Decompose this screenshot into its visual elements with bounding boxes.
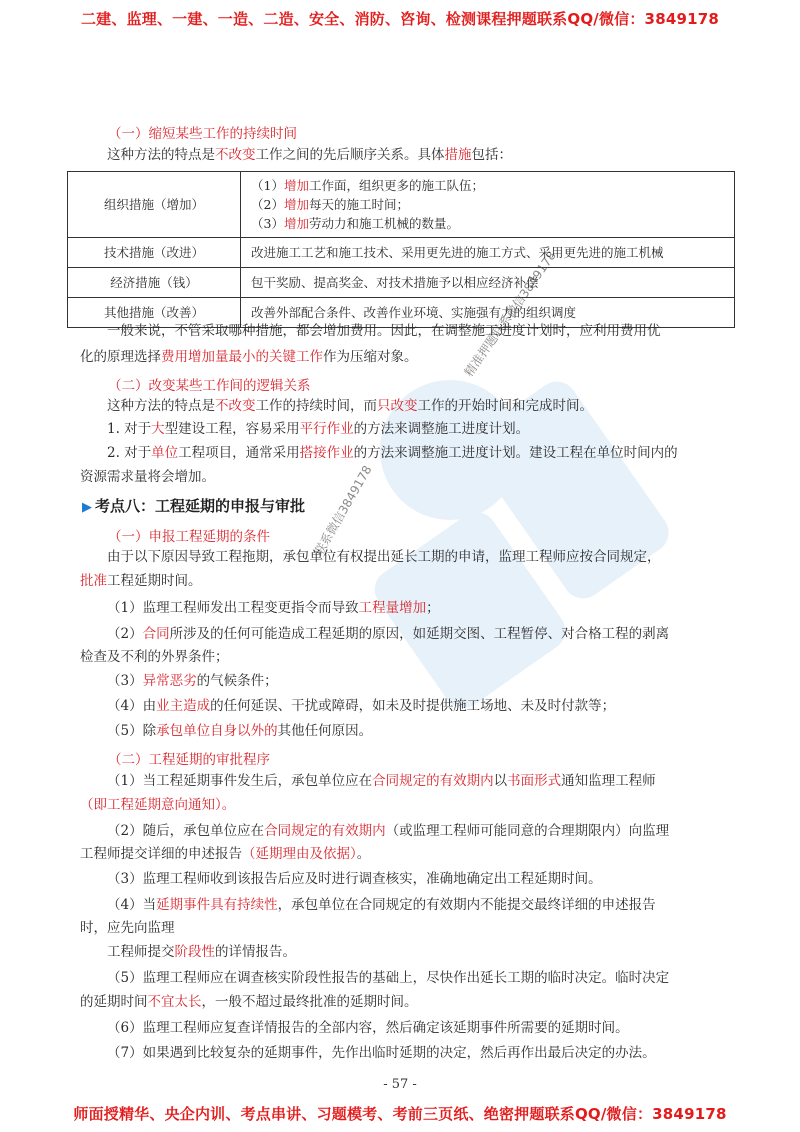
list-item: （4）由业主造成的任何延误、干扰或障碍，如未及时提供施工场地、未及时付款等； (107, 698, 616, 714)
heading-topic-8: ▶ 考点八：工程延期的申报与审批 (82, 497, 306, 515)
list-item: （2）合同所涉及的任何可能造成工程延期的原因，如延期交图、工程暂停、对合格工程的剥离 (107, 626, 670, 642)
list-item: （1）监理工程师发出工程变更指令而导致工程量增加； (107, 600, 440, 616)
list-item: （4）当延期事件具有持续性，承包单位在合同规定的有效期内不能提交最终详细的申述报告 (107, 897, 656, 913)
list-item-cont: 时，应先向监理 (80, 920, 175, 936)
list-item: （5）监理工程师应在调查核实阶段性报告的基础上，尽快作出延长工期的临时决定。临时决定 (107, 970, 670, 986)
paragraph-logic-intro: 这种方法的特点是不改变工作的持续时间，而只改变工作的开始时间和完成时间。 (107, 398, 593, 414)
list-item-cont: 的延期时间不宜太长，一般不超过最终批准的延期时间。 (80, 994, 418, 1010)
table-cell-label: 技术措施（改进） (68, 238, 241, 268)
list-item: 1. 对于大型建设工程，容易采用平行作业的方法来调整施工进度计划。 (107, 421, 530, 437)
bottom-banner: 师面授精华、央企内训、考点串讲、习题模考、考前三页纸、绝密押题联系QQ/微信：3849178 (73, 1105, 727, 1123)
table-row (68, 172, 735, 238)
list-item: 2. 对于单位工程项目，通常采用搭接作业的方法来调整施工进度计划。建设工程在单位时间内的 (107, 445, 678, 461)
section-title-conditions: （一）申报工程延期的条件 (108, 529, 270, 545)
table-cell-content: （1）增加工作面，组织更多的施工队伍； （2）增加每天的施工时间； （3）增加劳动力和施工机械的数量。 (241, 172, 735, 238)
list-item-cont: （即工程延期意向通知）。 (80, 797, 236, 813)
page-number: - 57 - (383, 1077, 417, 1092)
list-item: （3）监理工程师收到该报告后应及时进行调查核实，准确地确定出工程延期时间。 (107, 871, 602, 887)
table-row (68, 268, 735, 298)
top-banner: 二建、监理、一建、一造、二造、安全、消防、咨询、检测课程押题联系QQ/微信：3849178 (80, 10, 720, 28)
paragraph-cost: 一般来说，不管采取哪种措施，都会增加费用。因此，在调整施工进度计划时，应利用费用优 (107, 323, 661, 339)
paragraph-shorten-intro: 这种方法的特点是不改变工作之间的先后顺序关系。具体措施包括： (107, 147, 512, 163)
section-title-procedure: （二）工程延期的审批程序 (108, 752, 270, 768)
table-cell-label: 组织措施（增加） (68, 172, 241, 238)
table-cell-content: 包干奖励、提高奖金、对技术措施予以相应经济补偿 (241, 268, 735, 298)
list-item: （5）除承包单位自身以外的其他任何原因。 (107, 723, 373, 739)
section-title-logic: （二）改变某些工作间的逻辑关系 (108, 378, 311, 394)
triangle-marker-icon: ▶ (82, 500, 92, 515)
section-title-shorten: （一）缩短某些工作的持续时间 (108, 126, 297, 142)
list-item-cont: 资源需求量将会增加。 (80, 469, 215, 485)
paragraph-conditions-intro-cont: 批准工程延期时间。 (80, 573, 202, 589)
list-item-cont: 工程师提交详细的申述报告（延期理由及依据）。 (80, 846, 371, 862)
list-item: （2）随后，承包单位应在合同规定的有效期内（或监理工程师可能同意的合理期限内）向监理 (107, 823, 670, 839)
table-cell-label: 经济措施（钱） (68, 268, 241, 298)
list-item: （1）当工程延期事件发生后，承包单位应在合同规定的有效期内以书面形式通知监理工程师 (107, 773, 656, 789)
list-item-cont: 工程师提交阶段性的详情报告。 (107, 944, 296, 960)
list-item: （7）如果遇到比较复杂的延期事件，先作出临时延期的决定，然后再作出最后决定的办法。 (107, 1045, 656, 1061)
paragraph-cost-cont: 化的原理选择费用增加量最小的关键工作作为压缩对象。 (80, 349, 418, 365)
table-cell-content: 改进施工工艺和施工技术、采用更先进的施工方式、采用更先进的施工机械 (241, 238, 735, 268)
table-cell-label: 其他措施（改善） (68, 298, 241, 328)
table-row (68, 238, 735, 268)
watermark-text-1: 精准押题联系微信3849178 (461, 248, 559, 380)
list-item: （6）监理工程师应复查详情报告的全部内容，然后确定该延期事件所需要的延期时间。 (107, 1020, 629, 1036)
paragraph-conditions-intro: 由于以下原因导致工程拖期，承包单位有权提出延长工期的申请，监理工程师应按合同规定， (107, 549, 661, 565)
list-item: （3）异常恶劣的气候条件； (107, 673, 278, 689)
list-item-cont: 检查及不利的外界条件； (80, 649, 229, 665)
watermark-text-2: 联系微信3849178 (311, 463, 375, 558)
table-cell-content: 改善外部配合条件、改善作业环境、实施强有力的组织调度 (241, 298, 735, 328)
measures-table (67, 171, 735, 328)
